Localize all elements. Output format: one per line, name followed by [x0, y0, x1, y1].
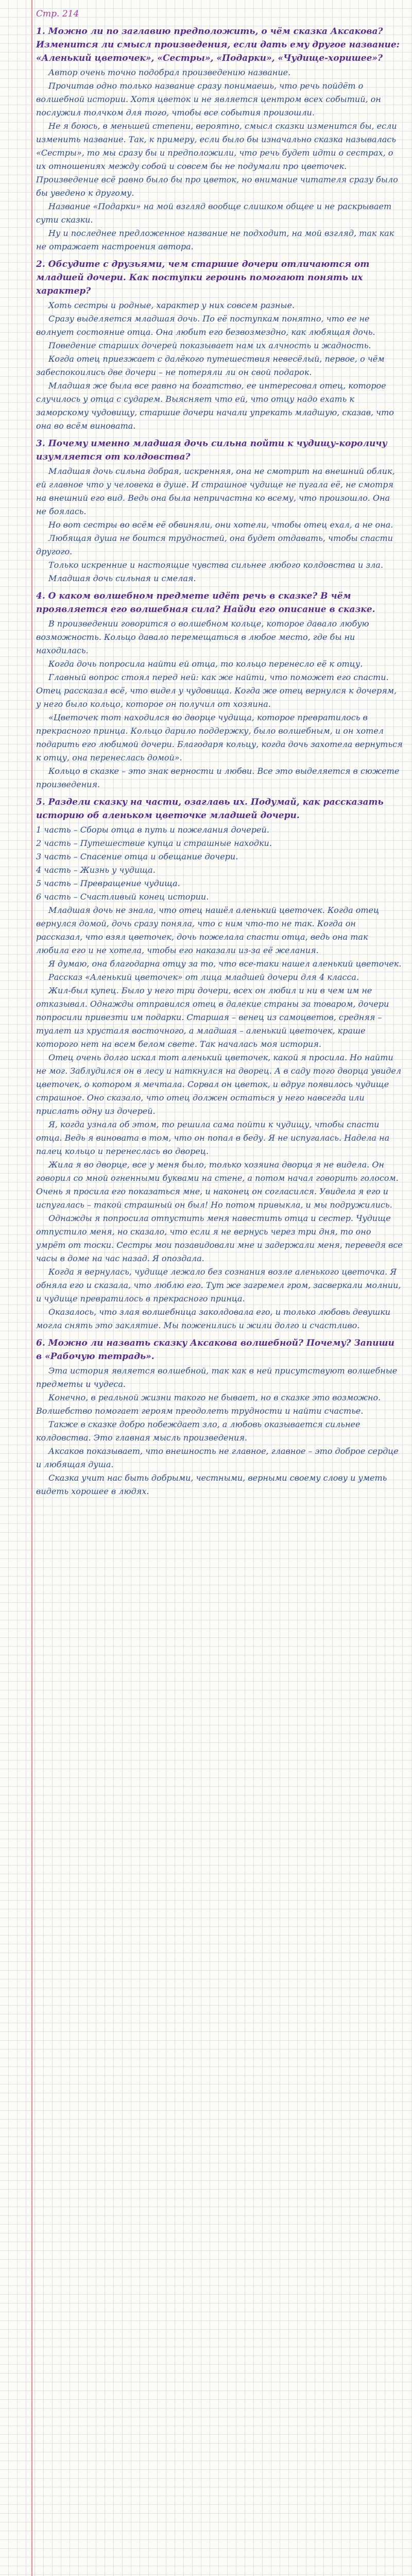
question-heading: 5. Раздели сказку на части, озаглавь их. Подумай, как рассказать историю об аленьком цветочке младшей дочери.: [36, 797, 384, 821]
answer-paragraph: Младшая дочь сильна добрая, искренняя, она не смотрит на внешний облик, ей главное что у человека в душе. И страшное чудище не пугала её, не смотря на внешний его вид. Ведь она была непричастна ко всему, что произошло. Она не боялась.: [36, 466, 395, 516]
answer-paragraph: Младшая дочь сильная и смелая.: [48, 573, 196, 583]
answer-paragraph: Я, когда узнала об этом, то решила сама пойти к чудищу, чтобы спасти отца. Ведь я виновата в том, что он попал в беду. Я не испугалась. Надела на палец кольцо и перенеслась во дворец.: [36, 1120, 390, 1156]
answer-paragraph: «Цветочек тот находился во дворце чудища, которое превратилось в прекрасного принца. Кольцо дарило поддержку, было волшебным, и он хотел подарить его любимой дочери. Благодаря кольцу, когда дочь захотела вернуться к отцу, она перенеслась домой».: [36, 713, 403, 762]
answer-paragraph: Однажды я попросила отпустить меня навестить отца и сестер. Чудище отпустило меня, но сказало, что если я не вернусь через три дня, то оно умрёт от тоски. Сестры мои позавидовали мне и задержали меня, переведя все часы в доме на час назад. Я опоздала.: [36, 1213, 403, 1263]
answer-paragraph: Младшая же была все равно на богатство, ее интересовал отец, которое случилось у отца с сударем. Выясняет что ей, что отцу надо ехать к заморскому чудовищу, старшие дочери начали упрекать младшую, сказав, что она во всём виновата.: [36, 381, 394, 431]
answer-paragraph: Ну и последнее предложенное название не подходит, на мой взгляд, так как не отражает настроения автора.: [36, 228, 394, 251]
answer-paragraph: Сказка учит нас быть добрыми, честными, верными своему слову и уметь видеть хорошее в людях.: [36, 1473, 387, 1496]
question-heading: 2. Обсудите с друзьями, чем старшие дочери отличаются от младшей дочери. Как поступки героинь помогают понять их характер?: [36, 259, 370, 296]
answer-paragraph: Прочитав одно только название сразу понимаешь, что речь пойдёт о волшебной истории. Хотя цветок и не является центром всех событий, он послужил толчком для того, чтобы все события произошли.: [36, 81, 381, 117]
answer-paragraph: Главный вопрос стоял перед ней: как же найти, что поможет его спасти. Отец рассказал всё, что видел у чудовища. Когда же отец вернулся к дочерям, у него было кольцо, которое он получил от хозяина.: [36, 672, 397, 709]
answer-paragraph: Когда я вернулась, чудище лежало без сознания возле аленького цветочка. Я обняла его и сказала, что люблю его. Тут же загремел гром, засверкали молнии, и чудище превратилось в прекрасного принца.: [36, 1267, 401, 1303]
answer-paragraph: Жила я во дворце, все у меня было, только хозяина дворца я не видела. Он говорил со мной огненными буквами на стене, а потом начал говорить голосом. Очень я просила его показаться мне, и наконец он согласился. Увидела я его и испугалась – такой страшный он был! Но потом привыкла, и мы подружились.: [36, 1160, 399, 1210]
answer-paragraph: Рассказ «Аленький цветочек» от лица младшей дочери для 4 класса.: [48, 972, 359, 982]
worksheet-content: [36, 7, 403, 1498]
page-number: Стр. 214: [36, 9, 79, 19]
question-heading: 3. Почему именно младшая дочь сильна пойти к чудищу-короличу изумляется от колдовства?: [36, 438, 387, 462]
story-part-item: 4 часть – Жизнь у чудища.: [36, 865, 156, 875]
story-part-item: 3 часть – Спасение отца и обещание дочери.: [36, 852, 238, 861]
answer-paragraph: Название «Подарки» на мой взгляд вообще слишком общее и не раскрывает сути сказки.: [36, 201, 392, 225]
answer-paragraph: Сразу выделяется младшая дочь. По её поступкам понятно, что ее не волнует состояние отца. Она любит его безвозмездно, как любящая дочь.: [36, 314, 375, 337]
answer-paragraph: Не я боюсь, в меньшей степени, вероятно, смысл сказки изменится бы, если изменить название. Так, к примеру, если было бы изначально сказка называлась «Сестры», то мы сразу бы и предположили, что речь будет идти о сестрах, о их отношениях между собой и совсем бы не подумали про цветочек. Произведение всё равно было бы про цветок, но внимание читателя сразу было бы уведено к другому.: [36, 121, 398, 198]
question-heading: 4. О каком волшебном предмете идёт речь в сказке? В чём проявляется его волшебная сила? Найди его описание в сказке.: [36, 591, 375, 615]
answer-paragraph: Также в сказке добро побеждает зло, а любовь оказывается сильнее колдовства. Это главная мысль произведения.: [36, 1419, 360, 1443]
answer-paragraph: Отец очень долго искал тот аленький цветочек, какой я просила. Но найти не мог. Заблудился он в лесу и наткнулся на дворец. А в саду того дворца увидел цветочек, о котором я мечтала. Сорвал он цветок, и вдруг появилось чудище страшное. Оно сказало, что отец должен остаться у него навсегда или прислать одну из дочерей.: [36, 1053, 402, 1116]
story-part-item: 6 часть – Счастливый конец истории.: [36, 892, 209, 902]
story-part-item: 5 часть – Превращение чудища.: [36, 878, 180, 888]
answer-paragraph: Аксаков показывает, что внешность не главное, главное – это доброе сердце и любящая душа.: [36, 1446, 399, 1469]
answer-paragraph: Кольцо в сказке – это знак верности и любви. Все это выделяется в сюжете произведения.: [36, 766, 400, 789]
answer-paragraph: Когда дочь попросила найти ей отца, то кольцо перенесло её к отцу.: [48, 659, 363, 669]
answer-paragraph: Любящая душа не боится трудностей, она будет отдавать, чтобы спасти другого.: [36, 533, 393, 556]
answer-paragraph: Когда отец приезжает с далёкого путешествия невесёлый, первое, о чём забеспокоились две дочери – не потеряли ли он свой подарок.: [36, 354, 385, 377]
answer-paragraph: Но вот сестры во всём её обвиняли, они хотели, чтобы отец ехал, а не она.: [48, 520, 393, 530]
question-heading: 6. Можно ли назвать сказку Аксакова волшебной? Почему? Запиши в «Рабочую тетрадь».: [36, 1338, 394, 1362]
answer-paragraph: Только искренние и настоящие чувства сильнее любого колдовства и зла.: [48, 560, 383, 570]
answer-paragraph: Я думаю, она благодарна отцу за то, что все-таки нашел аленький цветочек.: [48, 959, 402, 969]
answer-paragraph: Конечно, в реальной жизни такого не бывает, но в сказке это возможно. Волшебство помогает героям преодолеть трудности и найти счастье.: [36, 1393, 381, 1416]
answer-paragraph: Жил-был купец. Было у него три дочери, всех он любил и ни в чем им не отказывал. Однажды отправился отец в далекие страны за товаром, дочери попросили привезти им подарки. Старшая – венец из самоцветов, средняя – туалет из хрусталя восточного, а младшая – аленький цветочек, краше которого нет на всем белом свете. Так началась моя история.: [36, 986, 389, 1049]
answer-paragraph: Автор очень точно подобрал произведению название.: [48, 67, 291, 77]
story-part-item: 1 часть – Сборы отца в путь и пожелания дочерей.: [36, 825, 269, 835]
answer-paragraph: Хоть сестры и родные, характер у них совсем разные.: [48, 300, 295, 310]
answer-paragraph: Эта история является волшебной, так как в ней присутствуют волшебные предметы и чудеса.: [36, 1366, 398, 1389]
answer-paragraph: Поведение старших дочерей показывает нам их алчность и жадность.: [48, 341, 371, 350]
answer-paragraph: В произведении говорится о волшебном кольце, которое давало любую возможность. Кольцо давало перемещаться в любое место, где бы ни находилась.: [36, 619, 369, 655]
question-heading: 1. Можно ли по заглавию предположить, о чём сказка Аксакова? Изменится ли смысл произведения, если дать ему другое название: «Аленький цветочек», «Сестры», «Подарки», «Чудище-хоришее»?: [36, 26, 400, 63]
story-part-item: 2 часть – Путешествие купца и страшные находки.: [36, 838, 272, 848]
answer-paragraph: Оказалось, что злая волшебница заколдовала его, и только любовь девушки могла снять это заклятие. Мы поженились и жили долго и счастливо.: [36, 1307, 391, 1330]
answer-paragraph: Младшая дочь не знала, что отец нашёл аленький цветочек. Когда отец вернулся домой, дочь сразу поняла, что с ним что-то не так. Когда он рассказал, что взял цветочек, дочь пожелала спасти отца, ведь она так любила его и не хотела, чтобы его наказали из-за её желания.: [36, 905, 380, 955]
